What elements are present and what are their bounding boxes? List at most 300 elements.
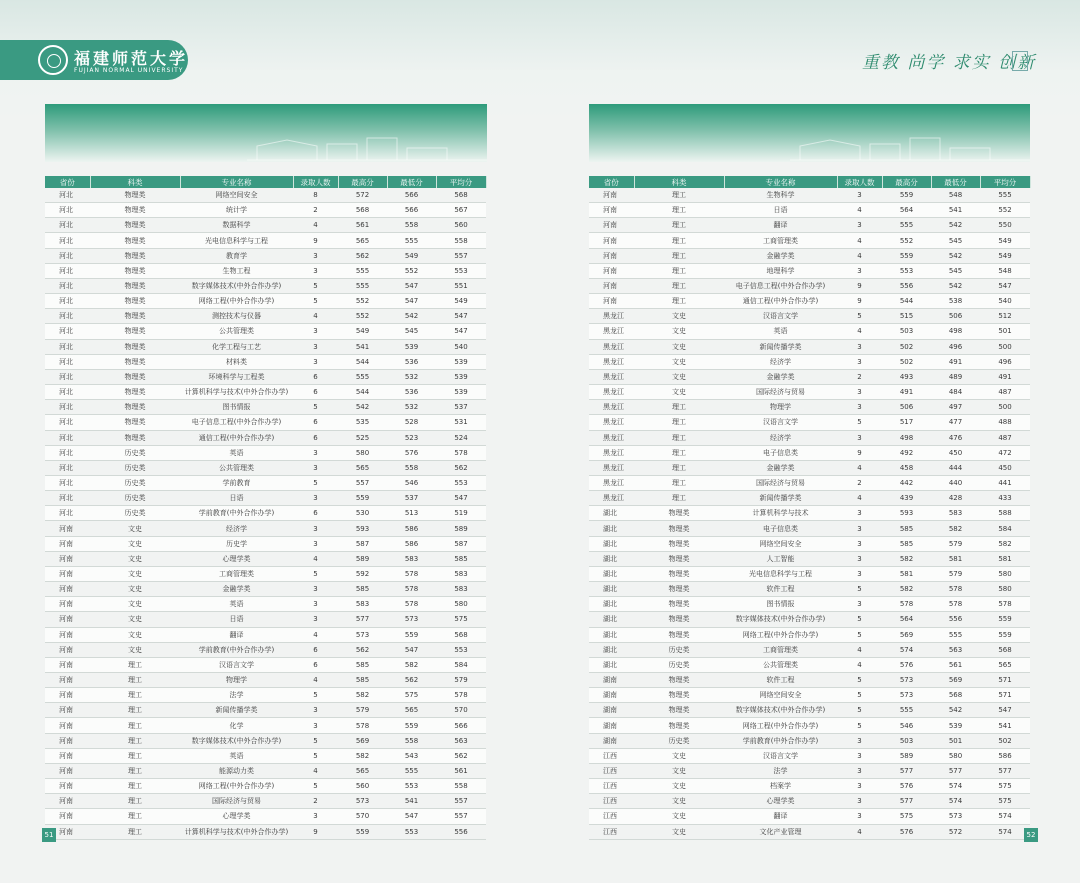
cell-min-score: 574 [931,794,980,809]
cell-avg-score: 574 [980,824,1030,839]
cell-category: 理工 [90,657,180,672]
cell-min-score: 559 [387,718,436,733]
cell-max-score: 565 [338,763,387,778]
cell-major: 国际经济与贸易 [724,385,837,400]
cell-min-score: 506 [931,309,980,324]
table-row [589,642,1030,657]
cell-avg-score: 566 [436,718,486,733]
cell-min-score: 497 [931,400,980,415]
table-row [589,339,1030,354]
cell-max-score: 530 [338,506,387,521]
cell-category: 理工 [634,233,724,248]
cell-enrolled: 4 [837,824,882,839]
cell-max-score: 493 [882,369,931,384]
table-row [589,369,1030,384]
cell-major: 图书情报 [180,400,293,415]
cell-min-score: 565 [387,703,436,718]
cell-avg-score: 450 [980,460,1030,475]
cell-min-score: 450 [931,445,980,460]
cell-major: 材料类 [180,354,293,369]
cell-avg-score: 579 [436,673,486,688]
cell-province: 湖南 [589,673,634,688]
cell-min-score: 558 [387,460,436,475]
cell-enrolled: 3 [293,460,338,475]
cell-province: 河南 [589,188,634,203]
cell-province: 河北 [45,369,90,384]
cell-enrolled: 3 [837,263,882,278]
cell-avg-score: 580 [436,597,486,612]
cell-avg-score: 539 [436,369,486,384]
cell-enrolled: 6 [293,369,338,384]
cell-province: 湖北 [589,627,634,642]
cell-avg-score: 575 [436,612,486,627]
cell-avg-score: 581 [980,551,1030,566]
cell-max-score: 458 [882,460,931,475]
cell-max-score: 535 [338,415,387,430]
cell-enrolled: 3 [837,506,882,521]
cell-min-score: 572 [931,824,980,839]
cell-max-score: 569 [882,627,931,642]
table-row [45,445,486,460]
cell-major: 国际经济与贸易 [180,794,293,809]
cell-min-score: 582 [931,521,980,536]
cell-major: 翻译 [724,218,837,233]
cell-category: 物理类 [634,506,724,521]
cell-major: 工商管理类 [724,642,837,657]
table-row [45,612,486,627]
cell-avg-score: 575 [980,779,1030,794]
cell-major: 计算机科学与技术 [724,506,837,521]
cell-min-score: 575 [387,688,436,703]
cell-min-score: 513 [387,506,436,521]
cell-category: 文史 [90,582,180,597]
table-row [589,248,1030,263]
cell-enrolled: 6 [293,430,338,445]
cell-category: 理工 [90,688,180,703]
cell-category: 历史类 [90,475,180,490]
cell-max-score: 582 [338,748,387,763]
table-row [45,551,486,566]
cell-min-score: 543 [387,748,436,763]
column-header-min-score: 最低分 [387,176,436,188]
cell-enrolled: 6 [293,506,338,521]
cell-avg-score: 582 [980,536,1030,551]
cell-major: 化学 [180,718,293,733]
table-row [45,309,486,324]
cell-enrolled: 6 [293,642,338,657]
cell-enrolled: 2 [837,369,882,384]
cell-major: 网络工程(中外合作办学) [724,718,837,733]
cell-enrolled: 5 [293,748,338,763]
cell-avg-score: 568 [436,627,486,642]
table-row [45,491,486,506]
cell-major: 日语 [724,203,837,218]
table-row [45,536,486,551]
table-row [45,430,486,445]
cell-enrolled: 3 [293,521,338,536]
cell-min-score: 553 [387,824,436,839]
table-row [45,506,486,521]
cell-enrolled: 4 [293,551,338,566]
cell-max-score: 559 [338,824,387,839]
cell-enrolled: 4 [837,203,882,218]
table-row [589,703,1030,718]
table-row [45,218,486,233]
cell-avg-score: 531 [436,415,486,430]
cell-major: 能源动力类 [180,763,293,778]
table-row [589,688,1030,703]
cell-major: 公共管理类 [180,460,293,475]
cell-max-score: 573 [882,688,931,703]
cell-major: 通信工程(中外合作办学) [724,294,837,309]
cell-enrolled: 5 [837,309,882,324]
cell-min-score: 542 [931,278,980,293]
table-row [589,566,1030,581]
cell-avg-score: 500 [980,400,1030,415]
cell-major: 汉语言文学 [180,657,293,672]
cell-province: 河北 [45,218,90,233]
cell-province: 河南 [45,536,90,551]
table-row [589,400,1030,415]
cell-enrolled: 4 [837,491,882,506]
cell-category: 历史类 [90,506,180,521]
cell-major: 经济学 [724,354,837,369]
page-number-right: 52 [1024,828,1038,842]
cell-avg-score: 551 [436,278,486,293]
cell-min-score: 440 [931,475,980,490]
cell-enrolled: 9 [837,445,882,460]
cell-avg-score: 578 [436,688,486,703]
cell-province: 黑龙江 [589,324,634,339]
cell-category: 文史 [90,642,180,657]
cell-major: 数字媒体技术(中外合作办学) [724,703,837,718]
cell-enrolled: 4 [837,248,882,263]
cell-major: 软件工程 [724,582,837,597]
cell-avg-score: 556 [436,824,486,839]
table-row [45,657,486,672]
column-header-max-score: 最高分 [338,176,387,188]
cell-min-score: 580 [931,748,980,763]
cell-province: 河南 [45,566,90,581]
cell-max-score: 568 [338,203,387,218]
cell-province: 河南 [45,733,90,748]
cell-avg-score: 583 [436,566,486,581]
cell-category: 物理类 [90,294,180,309]
cell-max-score: 553 [882,263,931,278]
column-header-province: 省份 [589,176,634,188]
cell-province: 黑龙江 [589,475,634,490]
cell-avg-score: 549 [980,248,1030,263]
cell-category: 理工 [90,824,180,839]
cell-avg-score: 540 [436,339,486,354]
cell-avg-score: 502 [980,733,1030,748]
cell-enrolled: 5 [837,612,882,627]
table-row [45,263,486,278]
cell-major: 金融学类 [724,369,837,384]
cell-max-score: 576 [882,824,931,839]
cell-category: 理工 [634,203,724,218]
table-row [589,415,1030,430]
cell-province: 河南 [45,718,90,733]
cell-max-score: 555 [338,263,387,278]
cell-province: 河南 [589,294,634,309]
cell-avg-score: 524 [436,430,486,445]
page-number-left: 51 [42,828,56,842]
cell-min-score: 545 [931,263,980,278]
table-row [45,582,486,597]
table-row [45,460,486,475]
cell-major: 日语 [180,612,293,627]
cell-province: 湖南 [589,703,634,718]
table-row [45,385,486,400]
cell-province: 湖北 [589,657,634,672]
cell-province: 江西 [589,794,634,809]
cell-category: 文史 [90,551,180,566]
cell-major: 法学 [724,763,837,778]
cell-min-score: 574 [931,779,980,794]
cell-province: 河北 [45,233,90,248]
cell-province: 河北 [45,309,90,324]
cell-avg-score: 586 [980,748,1030,763]
cell-avg-score: 567 [436,203,486,218]
cell-enrolled: 5 [837,703,882,718]
cell-enrolled: 3 [293,582,338,597]
cell-avg-score: 487 [980,385,1030,400]
cell-enrolled: 5 [293,733,338,748]
cell-max-score: 491 [882,385,931,400]
cell-min-score: 536 [387,354,436,369]
cell-max-score: 580 [338,445,387,460]
table-row [589,612,1030,627]
cell-major: 测控技术与仪器 [180,309,293,324]
cell-province: 黑龙江 [589,460,634,475]
cell-enrolled: 9 [293,233,338,248]
cell-avg-score: 565 [980,657,1030,672]
cell-max-score: 502 [882,339,931,354]
table-row [45,233,486,248]
cell-avg-score: 487 [980,430,1030,445]
cell-enrolled: 2 [293,203,338,218]
cell-province: 河南 [45,673,90,688]
cell-enrolled: 3 [837,748,882,763]
cell-major: 人工智能 [724,551,837,566]
table-row [589,460,1030,475]
cell-major: 计算机科学与技术(中外合作办学) [180,824,293,839]
cell-avg-score: 501 [980,324,1030,339]
cell-min-score: 556 [931,612,980,627]
cell-max-score: 570 [338,809,387,824]
cell-max-score: 559 [882,188,931,203]
cell-avg-score: 547 [980,278,1030,293]
cell-province: 河北 [45,339,90,354]
cell-max-score: 562 [338,642,387,657]
cell-major: 数字媒体技术(中外合作办学) [180,733,293,748]
cell-min-score: 496 [931,339,980,354]
cell-major: 生物科学 [724,188,837,203]
cell-category: 物理类 [90,369,180,384]
cell-category: 物理类 [634,566,724,581]
cell-province: 黑龙江 [589,415,634,430]
table-row [589,748,1030,763]
table-row [589,536,1030,551]
cell-category: 文史 [634,779,724,794]
table-row [45,703,486,718]
cell-min-score: 578 [931,582,980,597]
cell-category: 物理类 [90,339,180,354]
cell-province: 河南 [45,703,90,718]
cell-category: 理工 [634,188,724,203]
table-row [589,218,1030,233]
cell-province: 河南 [589,278,634,293]
cell-enrolled: 5 [837,582,882,597]
cell-max-score: 555 [338,278,387,293]
cell-category: 物理类 [90,415,180,430]
cell-enrolled: 3 [837,521,882,536]
cell-province: 河南 [589,203,634,218]
cell-max-score: 572 [338,188,387,203]
cell-max-score: 582 [338,688,387,703]
cell-major: 金融学类 [724,248,837,263]
cell-min-score: 477 [931,415,980,430]
cell-major: 翻译 [724,809,837,824]
cell-avg-score: 549 [980,233,1030,248]
cell-max-score: 552 [338,309,387,324]
cell-enrolled: 3 [837,794,882,809]
cell-max-score: 517 [882,415,931,430]
cell-major: 数字媒体技术(中外合作办学) [180,278,293,293]
cell-avg-score: 568 [436,188,486,203]
cell-enrolled: 3 [293,703,338,718]
cell-min-score: 566 [387,203,436,218]
university-name-en: FUJIAN NORMAL UNIVERSITY [74,67,184,74]
cell-category: 文史 [90,566,180,581]
table-row [45,475,486,490]
cell-category: 理工 [90,673,180,688]
cell-category: 文史 [634,369,724,384]
cell-avg-score: 578 [436,445,486,460]
cell-min-score: 532 [387,369,436,384]
cell-min-score: 582 [387,657,436,672]
cell-province: 河北 [45,491,90,506]
cell-max-score: 559 [882,248,931,263]
table-row [589,809,1030,824]
cell-enrolled: 4 [837,460,882,475]
cell-category: 文史 [90,627,180,642]
cell-category: 理工 [634,263,724,278]
table-row [589,673,1030,688]
cell-major: 心理学类 [724,794,837,809]
cell-province: 河南 [45,551,90,566]
cell-min-score: 562 [387,673,436,688]
cell-max-score: 544 [338,385,387,400]
cell-enrolled: 3 [837,536,882,551]
cell-min-score: 542 [931,703,980,718]
cell-min-score: 545 [387,324,436,339]
cell-avg-score: 537 [436,400,486,415]
cell-category: 物理类 [90,385,180,400]
cell-enrolled: 5 [293,779,338,794]
cell-min-score: 542 [931,218,980,233]
left-page-banner [45,104,487,162]
cell-category: 物理类 [90,218,180,233]
cell-province: 江西 [589,763,634,778]
cell-category: 文史 [634,339,724,354]
cell-major: 金融学类 [180,582,293,597]
cell-province: 河北 [45,263,90,278]
cell-category: 理工 [634,278,724,293]
cell-category: 文史 [634,309,724,324]
cell-province: 湖南 [589,718,634,733]
cell-major: 教育学 [180,248,293,263]
cell-min-score: 558 [387,733,436,748]
cell-avg-score: 584 [436,657,486,672]
cell-max-score: 498 [882,430,931,445]
cell-max-score: 542 [338,400,387,415]
table-row [45,369,486,384]
cell-province: 湖南 [589,688,634,703]
table-row [589,278,1030,293]
cell-major: 物理学 [724,400,837,415]
cell-enrolled: 3 [293,612,338,627]
cell-avg-score: 555 [980,188,1030,203]
university-seal-icon [38,45,68,75]
table-row [45,794,486,809]
cell-avg-score: 559 [980,612,1030,627]
cell-min-score: 553 [387,779,436,794]
cell-enrolled: 3 [837,400,882,415]
cell-avg-score: 496 [980,354,1030,369]
cell-max-score: 541 [338,339,387,354]
cell-enrolled: 3 [837,354,882,369]
cell-category: 历史类 [90,460,180,475]
cell-major: 档案学 [724,779,837,794]
cell-min-score: 555 [387,233,436,248]
cell-max-score: 492 [882,445,931,460]
cell-max-score: 544 [338,354,387,369]
cell-major: 光电信息科学与工程 [180,233,293,248]
cell-min-score: 547 [387,278,436,293]
cell-min-score: 539 [931,718,980,733]
cell-major: 心理学类 [180,551,293,566]
cell-major: 统计学 [180,203,293,218]
cell-enrolled: 5 [293,475,338,490]
cell-major: 电子信息工程(中外合作办学) [180,415,293,430]
cell-enrolled: 9 [837,294,882,309]
cell-max-score: 585 [882,536,931,551]
cell-province: 河北 [45,203,90,218]
cell-province: 湖北 [589,521,634,536]
cell-category: 理工 [634,218,724,233]
cell-province: 黑龙江 [589,445,634,460]
cell-min-score: 573 [931,809,980,824]
cell-max-score: 503 [882,324,931,339]
cell-category: 历史类 [634,642,724,657]
column-header-category: 科类 [634,176,724,188]
cell-max-score: 560 [338,779,387,794]
cell-category: 理工 [90,794,180,809]
cell-province: 黑龙江 [589,354,634,369]
cell-province: 江西 [589,779,634,794]
cell-max-score: 576 [882,657,931,672]
cell-max-score: 585 [882,521,931,536]
cell-max-score: 549 [338,324,387,339]
cell-province: 黑龙江 [589,385,634,400]
cell-avg-score: 562 [436,460,486,475]
cell-min-score: 547 [387,294,436,309]
cell-max-score: 565 [338,460,387,475]
left-admission-table [45,176,487,840]
cell-avg-score: 472 [980,445,1030,460]
